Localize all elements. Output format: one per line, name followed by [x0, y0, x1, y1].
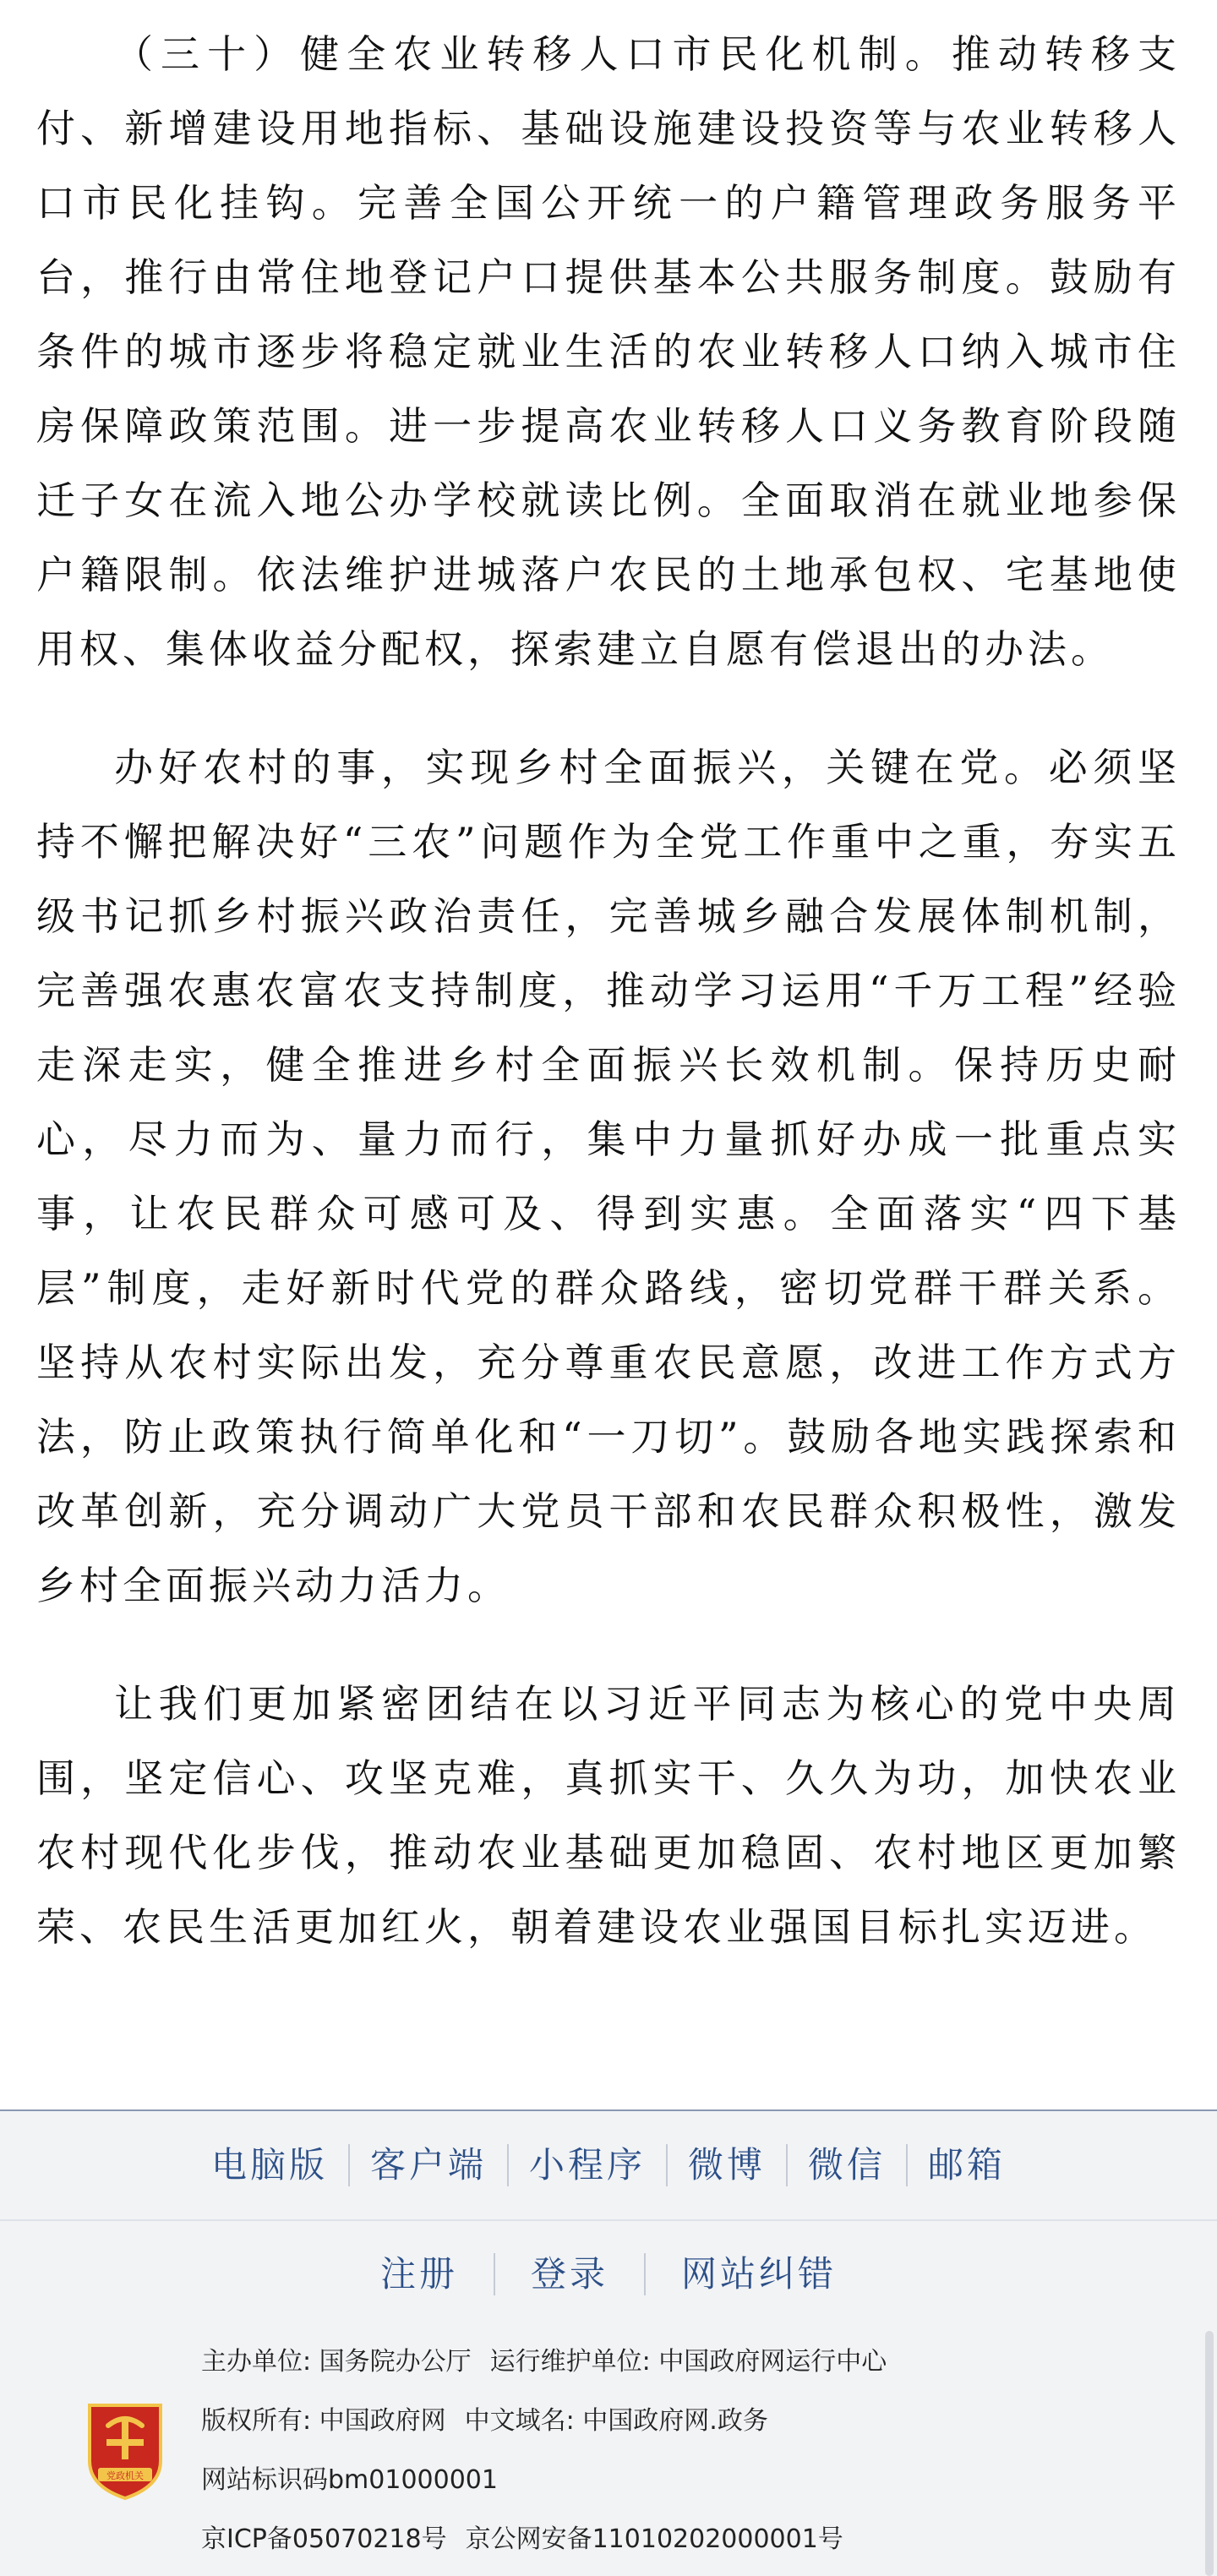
site-footer [0, 2109, 1217, 2576]
footer-link-weibo[interactable]: 微博 [666, 2144, 786, 2186]
icp-text: 京ICP备05070218号 [201, 2524, 447, 2554]
site-code-text: 网站标识码bm01000001 [201, 2465, 498, 2495]
article-paragraph-3: 让我们更加紧密团结在以习近平同志为核心的党中央周围，坚定信心、攻坚克难，真抓实干、久久为功，加快农业农村现代化步伐，推动农业基础更加稳固、农村地区更加繁荣、农民生活更加红火，朝着建设农业强国目标扎实迈进。 [36, 1681, 1181, 1950]
footer-link-mailbox[interactable]: 邮箱 [906, 2144, 1026, 2186]
footer-link-mini-program[interactable]: 小程序 [507, 2144, 666, 2186]
footer-nav [0, 2111, 1217, 2221]
footer-info-row-2 [201, 2392, 887, 2451]
article-paragraph-2: 办好农村的事，实现乡村全面振兴，关键在党。必须坚持不懈把解决好“三农”问题作为全党工作重中之重，夯实五级书记抓乡村振兴政治责任，完善城乡融合发展体制机制，完善强农惠农富农支持制度，推动学习运用“千万工程”经验走深走实，健全推进乡村全面振兴长效机制。保持历史耐心，尽力而为、量力而行，集中力量抓好办成一批重点实事，让农民群众可感可及、得到实惠。全面落实“四下基层”制度，走好新时代党的群众路线，密切党群干群关系。坚持从农村实际出发，充分尊重农民意愿，改进工作方式方法，防止政策执行简单化和“一刀切”。鼓励各地实践探索和改革创新，充分调动广大党员干部和农民群众积极性，激发乡村全面振兴动力活力。 [36, 745, 1181, 1608]
footer-info-row-3 [201, 2451, 887, 2510]
copyright-text: 版权所有: 中国政府网 [201, 2406, 446, 2436]
footer-link-wechat[interactable]: 微信 [786, 2144, 906, 2186]
badge-text: 党政机关 [106, 2470, 144, 2481]
footer-info-row-4 [201, 2510, 887, 2569]
article-paragraph-1: （三十）健全农业转移人口市民化机制。推动转移支付、新增建设用地指标、基础设施建设投资等与农业转移人口市民化挂钩。完善全国公开统一的户籍管理政务服务平台，推行由常住地登记户口提供基本公共服务制度。鼓励有条件的城市逐步将稳定就业生活的农业转移人口纳入城市住房保障政策范围。进一步提高农业转移人口义务教育阶段随迁子女在流入地公办学校就读比例。全面取消在就业地参保户籍限制。依法维护进城落户农民的土地承包权、宅基地使用权、集体收益分配权，探索建立自愿有偿退出的办法。 [36, 31, 1181, 672]
footer-account-links [0, 2221, 1217, 2328]
sponsor-text: 主办单位: 国务院办公厅 [201, 2347, 472, 2377]
footer-info-lines [201, 2333, 887, 2569]
register-link[interactable]: 注册 [379, 2253, 458, 2295]
police-record-text: 京公网安备11010202000001号 [465, 2524, 843, 2554]
domain-text: 中文域名: 中国政府网.政务 [464, 2406, 768, 2436]
footer-link-client[interactable]: 客户端 [348, 2144, 507, 2186]
operator-text: 运行维护单位: 中国政府网运行中心 [489, 2347, 887, 2377]
footer-info-row-1 [201, 2333, 887, 2392]
page-scrollbar[interactable] [1205, 2331, 1214, 2576]
login-link[interactable]: 登录 [494, 2253, 644, 2295]
party-government-badge-icon[interactable] [83, 2400, 167, 2502]
report-error-link[interactable]: 网站纠错 [644, 2253, 872, 2295]
footer-link-desktop[interactable]: 电脑版 [210, 2144, 328, 2186]
